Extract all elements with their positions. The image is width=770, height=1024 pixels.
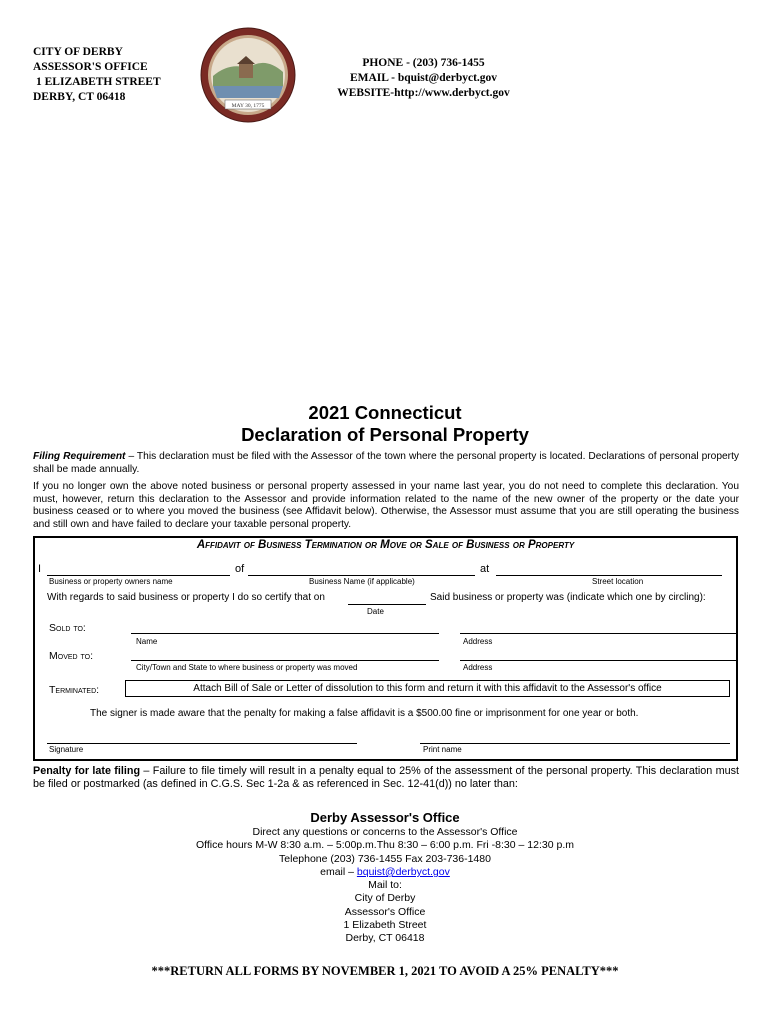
return-deadline-footer: ***RETURN ALL FORMS BY NOVEMBER 1, 2021 TO AVOID A 25% PENALTY*** xyxy=(151,964,619,978)
date-field[interactable] xyxy=(348,604,426,605)
title-line1: 2021 Connecticut xyxy=(308,402,462,423)
late-filing-paragraph xyxy=(33,765,739,791)
business-caption: Business Name (if applicable) xyxy=(309,577,415,586)
print-name-caption: Print name xyxy=(423,745,462,754)
print-name-field[interactable] xyxy=(420,743,730,744)
address-line: ASSESSOR'S OFFICE xyxy=(33,61,148,73)
mail-line: Assessor's Office xyxy=(344,905,426,918)
office-telephone-line: Telephone (203) 736-1455 Fax 203-736-1480 xyxy=(279,852,491,865)
date-caption: Date xyxy=(367,607,384,616)
attach-instruction-box: Attach Bill of Sale or Letter of dissolution to this form and return it with this affidavit to the Assessor's office xyxy=(125,680,730,697)
affidavit-title: Affidavit of Business Termination or Move or Sale of Business or Property xyxy=(196,539,575,551)
at-label: at xyxy=(480,563,490,575)
mail-line: Derby, CT 06418 xyxy=(345,932,425,945)
i-label: I xyxy=(38,563,42,575)
address-line: DERBY, CT 06418 xyxy=(33,91,126,103)
address-line: CITY OF DERBY xyxy=(33,46,123,58)
certify-text: With regards to said business or property I do so certify that on xyxy=(47,592,325,603)
sold-to-option[interactable]: Sold to: xyxy=(49,622,86,634)
filing-label: Filing Requirement xyxy=(33,451,126,462)
signature-field[interactable] xyxy=(47,743,357,744)
street-caption: Street location xyxy=(592,577,644,586)
late-filing-text: – Failure to file timely will result in a penalty equal to 25% of the assessment of the personal property. This declaration must be filed or postmarked (as defined in C.G.S. Sec 1-2a & as referenced in Sec. 12-41(d)) no later than: xyxy=(33,765,740,790)
mail-line: City of Derby xyxy=(354,892,416,905)
seal-date-text: MAY 30, 1775 xyxy=(231,103,265,109)
office-info-block xyxy=(0,809,770,946)
office-address-block xyxy=(33,45,161,105)
terminated-option[interactable]: Terminated: xyxy=(49,684,100,696)
office-questions-line: Direct any questions or concerns to the Assessor's Office xyxy=(252,826,518,838)
mail-to-line: Mail to: xyxy=(368,879,402,892)
signature-caption: Signature xyxy=(49,745,84,754)
address-caption: Address xyxy=(463,637,493,646)
phone-text: PHONE - (203) 736-1455 xyxy=(362,57,485,69)
page-title xyxy=(0,402,770,446)
address-line: 1 ELIZABETH STREET xyxy=(36,76,161,88)
title-line2: Declaration of Personal Property xyxy=(241,424,529,445)
address-caption-2: Address xyxy=(463,663,493,672)
email-text: EMAIL - bquist@derbyct.gov xyxy=(349,72,498,84)
moved-to-option[interactable]: Moved to: xyxy=(49,650,94,662)
late-filing-label: Penalty for late filing xyxy=(33,765,141,777)
buyer-address-field[interactable] xyxy=(460,633,738,634)
certify-choice-text: Said business or property was (indicate which one by circling): xyxy=(430,592,706,603)
email-link[interactable]: bquist@derbyct.gov xyxy=(356,865,450,878)
false-affidavit-penalty-text: The signer is made aware that the penalty for making a false affidavit is a $500.00 fine or imprisonment for one year or both. xyxy=(90,708,639,719)
mail-line: 1 Elizabeth Street xyxy=(343,919,427,932)
no-longer-own-paragraph: If you no longer own the above noted business or personal property assessed in your name last year, you do not need to complete this declaration. You must, however, return this declaration to the Assessor and provide information related to the name of the new owner of the property or the date your business ceased or to where you moved the business (see Affidavit below). Otherwise, the Assessor must assume that you are still operating the business and still own and have failed to declare your taxable personal property. xyxy=(33,481,739,530)
moved-city-field[interactable] xyxy=(131,660,439,661)
name-caption: Name xyxy=(136,637,158,646)
contact-block xyxy=(316,56,531,101)
business-name-field[interactable] xyxy=(248,575,475,576)
street-location-field[interactable] xyxy=(496,575,722,576)
website-text: WEBSITE-http://www.derbyct.gov xyxy=(337,87,510,99)
office-title: Derby Assessor's Office xyxy=(310,810,460,825)
owner-name-field[interactable] xyxy=(47,575,230,576)
of-label: of xyxy=(235,563,245,575)
city-caption: City/Town and State to where business or property was moved xyxy=(136,663,358,672)
filing-text: – This declaration must be filed with the Assessor of the town where the personal property is located. Declarations of personal property shall be made annually. xyxy=(33,451,739,475)
affidavit-box xyxy=(33,536,738,761)
owner-caption: Business or property owners name xyxy=(49,577,173,586)
city-seal-logo xyxy=(199,26,297,124)
filing-requirement-paragraph xyxy=(33,451,739,476)
office-hours-line: Office hours M-W 8:30 a.m. – 5:00p.m.Thu 8:30 – 6:00 p.m. Fri -8:30 – 12:30 p.m xyxy=(196,839,574,852)
moved-address-field[interactable] xyxy=(460,660,738,661)
buyer-name-field[interactable] xyxy=(131,633,439,634)
office-email-line: email – bquist@derbyct.gov xyxy=(320,865,450,878)
